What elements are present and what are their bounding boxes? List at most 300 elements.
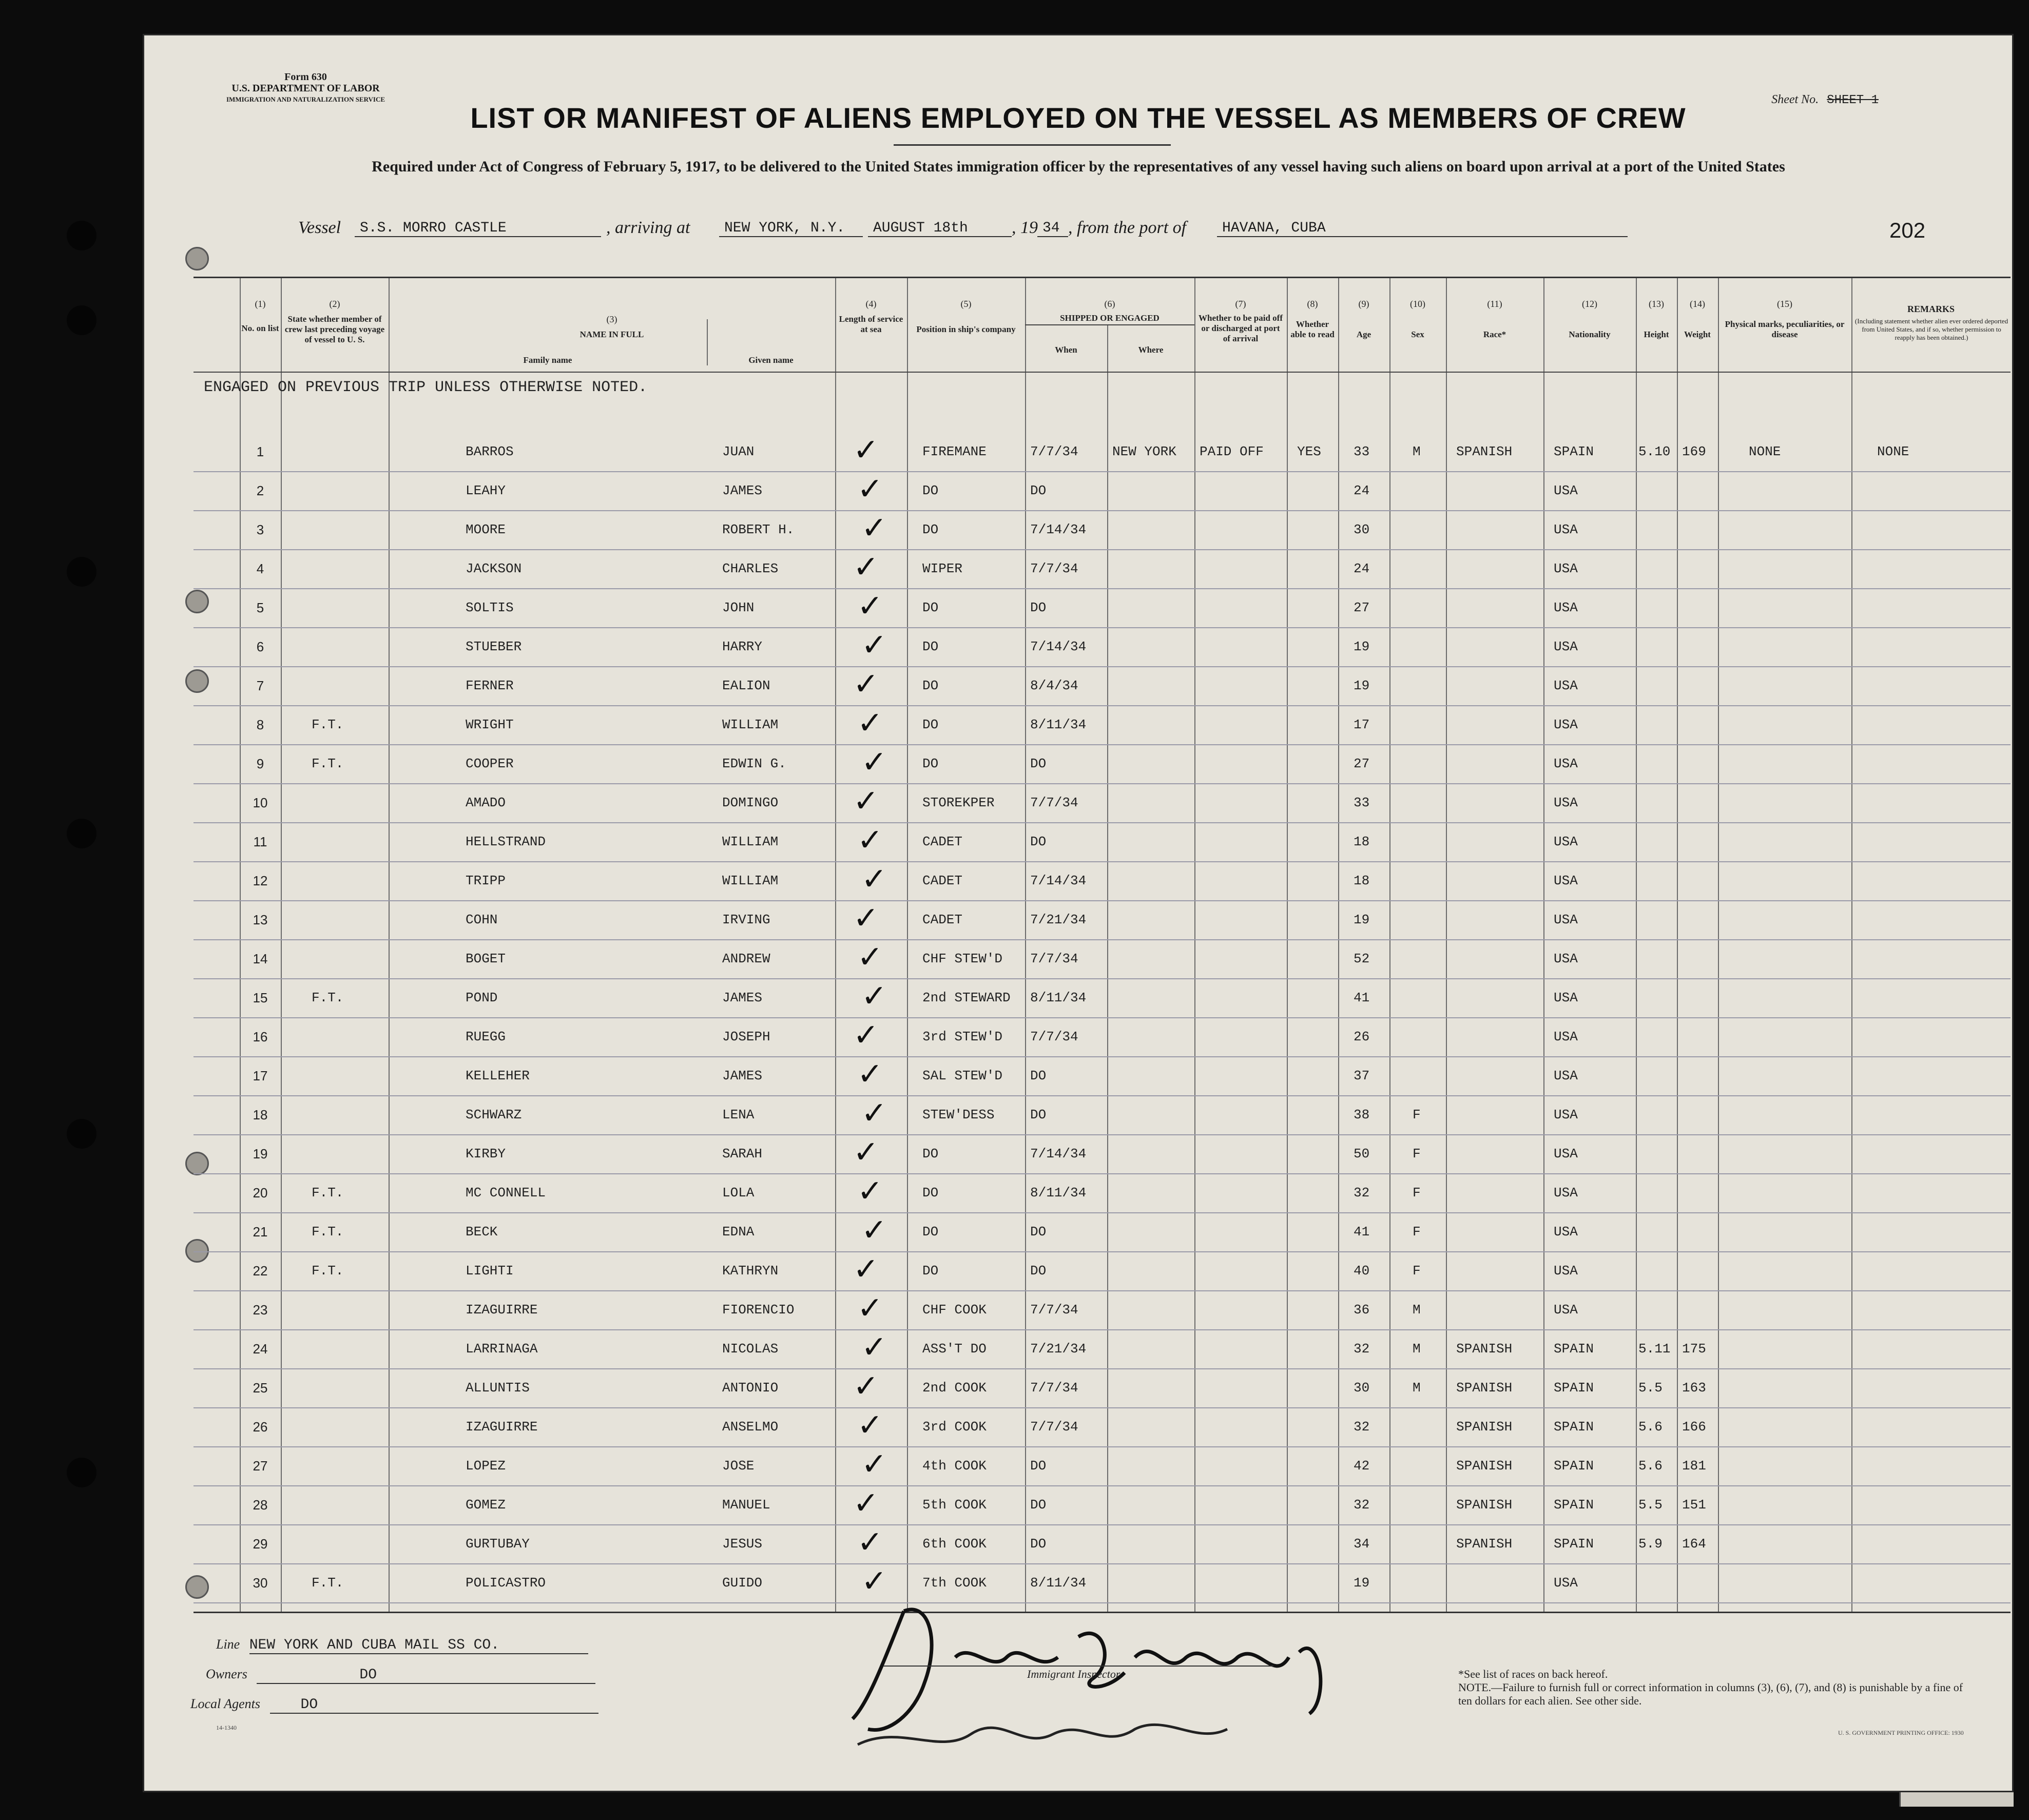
cell-height: 5.5	[1638, 1497, 1663, 1513]
cell-age: 18	[1354, 873, 1370, 888]
header-rule	[194, 372, 2011, 373]
cell-given-name: IRVING	[722, 912, 770, 927]
cell-given-name: JESUS	[722, 1536, 763, 1552]
cell-family-name: TRIPP	[466, 873, 506, 888]
col-header-remarks-note: (Including statement whether alien ever ordered deported from United States, and if so, whether permission to reapply has been obtained.)	[1854, 317, 2008, 341]
cell-position: 7th COOK	[922, 1575, 987, 1591]
row-rule	[194, 1056, 2011, 1057]
cell-position: CADET	[922, 873, 963, 888]
cell-sex: F	[1413, 1146, 1421, 1161]
cell-given-name: DOMINGO	[722, 795, 779, 810]
cell-given-name: LENA	[722, 1107, 755, 1122]
cell-row-number: 8	[256, 717, 264, 732]
cell-weight: 175	[1682, 1341, 1706, 1357]
cell-age: 17	[1354, 717, 1370, 732]
cell-shipped-when: 7/7/34	[1030, 561, 1078, 576]
service-name: IMMIGRATION AND NATURALIZATION SERVICE	[226, 95, 385, 103]
table-row	[194, 510, 2011, 549]
cell-row-number: 4	[256, 561, 264, 576]
row-rule	[194, 822, 2011, 823]
cell-position: 4th COOK	[922, 1458, 987, 1474]
col7-number: (7)	[1235, 299, 1246, 309]
cell-shipped-when: 8/11/34	[1030, 717, 1087, 732]
header-rule	[1025, 324, 1194, 325]
check-mark-icon: ✓	[861, 978, 887, 1014]
binder-hole	[67, 1119, 96, 1149]
printer-imprint: U. S. GOVERNMENT PRINTING OFFICE: 1930	[1838, 1729, 1964, 1736]
cell-race: SPANISH	[1456, 1458, 1513, 1474]
sheet-number-label: Sheet No.	[1771, 93, 1819, 106]
cell-row-number: 7	[256, 678, 264, 693]
row-rule	[194, 783, 2011, 784]
cell-row-number: 2	[256, 483, 264, 498]
cell-family-name: IZAGUIRRE	[466, 1302, 538, 1318]
cell-position: SAL STEW'D	[922, 1068, 1003, 1083]
cell-race: SPANISH	[1456, 1419, 1513, 1435]
cell-age: 27	[1354, 600, 1370, 615]
check-mark-icon: ✓	[857, 939, 883, 975]
check-mark-icon: ✓	[853, 1017, 879, 1053]
cell-row-number: 24	[253, 1341, 268, 1357]
form-identifier	[226, 71, 385, 105]
owners-field	[206, 1667, 595, 1684]
owners-value: DO	[257, 1667, 595, 1684]
col13-number: (13)	[1649, 299, 1664, 309]
cell-age: 19	[1354, 639, 1370, 654]
cell-prior-voyage-state: F.T.	[312, 756, 344, 771]
cell-shipped-when: 7/7/34	[1030, 1380, 1078, 1396]
cell-height: 5.6	[1638, 1458, 1663, 1474]
row-rule	[194, 1017, 2011, 1018]
cell-nationality: USA	[1554, 561, 1578, 576]
cell-nationality: USA	[1554, 522, 1578, 537]
cell-family-name: SOLTIS	[466, 600, 514, 615]
footer-notes	[1458, 1668, 1972, 1708]
check-mark-icon: ✓	[853, 1134, 879, 1170]
row-rule	[194, 1251, 2011, 1252]
row-rule	[194, 744, 2011, 745]
cell-position: 2nd STEWARD	[922, 990, 1011, 1005]
cell-nationality: USA	[1554, 1029, 1578, 1044]
cell-position: WIPER	[922, 561, 963, 576]
vessel-name: S.S. MORRO CASTLE	[355, 220, 601, 237]
binder-hole	[67, 1458, 96, 1487]
cell-position: DO	[922, 1185, 939, 1201]
cell-nationality: USA	[1554, 483, 1578, 498]
cell-family-name: FERNER	[466, 678, 514, 693]
cell-given-name: GUIDO	[722, 1575, 763, 1591]
cell-row-number: 11	[253, 834, 267, 849]
cell-age: 32	[1354, 1497, 1370, 1513]
cell-row-number: 20	[253, 1185, 268, 1201]
cell-given-name: JAMES	[722, 1068, 763, 1083]
table-row	[194, 1524, 2011, 1563]
col-header-service: Length of service at sea	[839, 314, 903, 334]
cell-given-name: JOSE	[722, 1458, 755, 1474]
cell-family-name: ALLUNTIS	[466, 1380, 530, 1396]
cell-age: 41	[1354, 990, 1370, 1005]
check-mark-icon: ✓	[861, 627, 887, 663]
cell-given-name: ANTONIO	[722, 1380, 779, 1396]
cell-given-name: EDNA	[722, 1224, 755, 1240]
arrival-year: 34	[1037, 220, 1068, 237]
manifest-sheet	[143, 34, 2014, 1792]
col8-number: (8)	[1307, 299, 1318, 309]
cell-nationality: USA	[1554, 1302, 1578, 1318]
table-row	[194, 471, 2011, 510]
cell-position: DO	[922, 483, 939, 498]
row-rule	[194, 1212, 2011, 1213]
cell-row-number: 5	[256, 600, 264, 615]
cell-age: 19	[1354, 912, 1370, 927]
table-row	[194, 1134, 2011, 1173]
col-header-race: Race*	[1483, 330, 1506, 339]
cell-position: 3rd STEW'D	[922, 1029, 1003, 1044]
cell-position: CHF COOK	[922, 1302, 987, 1318]
row-rule	[194, 1290, 2011, 1291]
cell-age: 26	[1354, 1029, 1370, 1044]
col-header-given-name: Given name	[748, 355, 794, 365]
cell-sex: F	[1413, 1185, 1421, 1201]
cell-row-number: 16	[253, 1029, 268, 1044]
cell-sex: M	[1413, 1380, 1421, 1396]
row-rule	[194, 1134, 2011, 1135]
check-mark-icon: ✓	[861, 1446, 887, 1482]
arriving-place: NEW YORK, N.Y.	[719, 220, 863, 237]
cell-family-name: IZAGUIRRE	[466, 1419, 538, 1435]
table-row	[194, 666, 2011, 705]
cell-given-name: JOHN	[722, 600, 755, 615]
table-row	[194, 861, 2011, 900]
row-rule	[194, 510, 2011, 511]
cell-prior-voyage-state: F.T.	[312, 717, 344, 732]
cell-age: 33	[1354, 795, 1370, 810]
table-row	[194, 1017, 2011, 1056]
cell-age: 38	[1354, 1107, 1370, 1122]
cell-given-name: NICOLAS	[722, 1341, 779, 1357]
cell-row-number: 15	[253, 990, 268, 1005]
cell-family-name: COOPER	[466, 756, 514, 771]
cell-height: 5.10	[1638, 444, 1671, 459]
table-row	[194, 1290, 2011, 1329]
cell-age: 24	[1354, 561, 1370, 576]
year-label: , 19	[1012, 218, 1038, 237]
row-rule	[194, 939, 2011, 940]
check-mark-icon: ✓	[857, 1524, 883, 1560]
inspector-label: Immigrant Inspector.	[1027, 1668, 1122, 1680]
cell-row-number: 29	[253, 1536, 268, 1552]
col-header-height: Height	[1644, 330, 1669, 339]
cell-race: SPANISH	[1456, 444, 1513, 459]
cell-row-number: 10	[253, 795, 268, 810]
cell-position: DO	[922, 1146, 939, 1161]
cell-given-name: EALION	[722, 678, 770, 693]
cell-age: 19	[1354, 1575, 1370, 1591]
cell-height: 5.5	[1638, 1380, 1663, 1396]
cell-shipped-when: 7/7/34	[1030, 795, 1078, 810]
cell-prior-voyage-state: F.T.	[312, 1263, 344, 1279]
cell-family-name: KELLEHER	[466, 1068, 530, 1083]
cell-position: DO	[922, 1263, 939, 1279]
cell-race: SPANISH	[1456, 1341, 1513, 1357]
cell-position: DO	[922, 1224, 939, 1240]
cell-shipped-when: DO	[1030, 1068, 1047, 1083]
row-rule	[194, 1446, 2011, 1447]
engaged-note: ENGAGED ON PREVIOUS TRIP UNLESS OTHERWISE NOTED.	[204, 379, 648, 396]
cell-prior-voyage-state: F.T.	[312, 990, 344, 1005]
cell-shipped-when: DO	[1030, 1107, 1047, 1122]
cell-position: DO	[922, 522, 939, 537]
table-row	[194, 1095, 2011, 1134]
table-row	[194, 900, 2011, 939]
check-mark-icon: ✓	[861, 1212, 887, 1248]
cell-nationality: USA	[1554, 678, 1578, 693]
cell-prior-voyage-state: F.T.	[312, 1185, 344, 1201]
line-value: NEW YORK AND CUBA MAIL SS CO.	[249, 1637, 588, 1654]
row-rule	[194, 1563, 2011, 1564]
cell-given-name: WILLIAM	[722, 873, 779, 888]
cell-row-number: 12	[253, 873, 268, 888]
cell-nationality: USA	[1554, 1068, 1578, 1083]
check-mark-icon: ✓	[853, 1485, 879, 1521]
cell-given-name: ANDREW	[722, 951, 770, 966]
vessel-label: Vessel	[298, 218, 341, 237]
cell-shipped-when: 7/14/34	[1030, 639, 1087, 654]
cell-family-name: GOMEZ	[466, 1497, 506, 1513]
cell-age: 50	[1354, 1146, 1370, 1161]
check-mark-icon: ✓	[857, 822, 883, 858]
col15-number: (15)	[1777, 299, 1792, 309]
signature-line	[883, 1666, 1273, 1667]
col-header-when: When	[1055, 345, 1077, 355]
cell-shipped-when: 7/7/34	[1030, 1029, 1078, 1044]
cell-age: 40	[1354, 1263, 1370, 1279]
cell-age: 30	[1354, 522, 1370, 537]
cell-shipped-when: 8/4/34	[1030, 678, 1078, 693]
check-mark-icon: ✓	[853, 783, 879, 819]
binder-hole	[67, 305, 96, 335]
row-rule	[194, 471, 2011, 472]
penalty-note: NOTE.—Failure to furnish full or correct information in columns (3), (6), (7), and (8) is punishable by a fine of ten dollars for each alien. See other side.	[1458, 1681, 1963, 1707]
cell-nationality: USA	[1554, 1107, 1578, 1122]
cell-nationality: SPAIN	[1554, 1341, 1594, 1357]
cell-nationality: USA	[1554, 756, 1578, 771]
cell-position: DO	[922, 600, 939, 615]
table-row	[194, 978, 2011, 1017]
form-small-number: 14-1340	[216, 1724, 237, 1731]
cell-weight: 181	[1682, 1458, 1706, 1474]
cell-shipped-when: 7/14/34	[1030, 873, 1087, 888]
from-port: HAVANA, CUBA	[1217, 220, 1628, 237]
cell-row-number: 30	[253, 1575, 268, 1591]
check-mark-icon: ✓	[853, 1251, 879, 1287]
cell-given-name: MANUEL	[722, 1497, 770, 1513]
table-row	[194, 744, 2011, 783]
cell-row-number: 18	[253, 1107, 268, 1122]
cell-family-name: MOORE	[466, 522, 506, 537]
cell-given-name: JOSEPH	[722, 1029, 770, 1044]
check-mark-icon: ✓	[853, 1368, 879, 1404]
col-header-where: Where	[1138, 345, 1164, 355]
check-mark-icon: ✓	[857, 588, 883, 624]
cell-row-number: 3	[256, 522, 264, 537]
table-row	[194, 1251, 2011, 1290]
cell-nationality: SPAIN	[1554, 1536, 1594, 1552]
check-mark-icon: ✓	[857, 1056, 883, 1092]
check-mark-icon: ✓	[853, 666, 879, 702]
table-row	[194, 939, 2011, 978]
row-rule	[194, 1524, 2011, 1525]
cell-height: 5.6	[1638, 1419, 1663, 1435]
check-mark-icon: ✓	[853, 900, 879, 936]
cell-shipped-when: 8/11/34	[1030, 990, 1087, 1005]
cell-shipped-when: DO	[1030, 1536, 1047, 1552]
cell-family-name: LARRINAGA	[466, 1341, 538, 1357]
cell-row-number: 25	[253, 1380, 268, 1396]
cell-age: 27	[1354, 756, 1370, 771]
table-row	[194, 705, 2011, 744]
col-header-nationality: Nationality	[1569, 330, 1611, 339]
line-field	[216, 1637, 588, 1654]
cell-row-number: 17	[253, 1068, 268, 1083]
cell-nationality: USA	[1554, 834, 1578, 849]
cell-family-name: GURTUBAY	[466, 1536, 530, 1552]
table-row	[194, 1173, 2011, 1212]
cell-row-number: 21	[253, 1224, 268, 1240]
cell-family-name: RUEGG	[466, 1029, 506, 1044]
cell-row-number: 27	[253, 1458, 268, 1474]
col1-number: (1)	[255, 299, 266, 309]
local-agents-value: DO	[270, 1697, 598, 1714]
cell-position: 2nd COOK	[922, 1380, 987, 1396]
cell-family-name: POND	[466, 990, 498, 1005]
row-rule	[194, 549, 2011, 550]
cell-position: 3rd COOK	[922, 1419, 987, 1435]
punch-hole	[185, 247, 209, 270]
cell-shipped-when: 7/14/34	[1030, 522, 1087, 537]
cell-age: 19	[1354, 678, 1370, 693]
cell-shipped-when: 7/14/34	[1030, 1146, 1087, 1161]
cell-given-name: JAMES	[722, 483, 763, 498]
col3-number: (3)	[606, 314, 617, 324]
cell-nationality: USA	[1554, 1185, 1578, 1201]
row-rule	[194, 1329, 2011, 1330]
table-row	[194, 1368, 2011, 1407]
col9-number: (9)	[1358, 299, 1369, 309]
cell-given-name: LOLA	[722, 1185, 755, 1201]
row-rule	[194, 978, 2011, 979]
cell-family-name: STUEBER	[466, 639, 522, 654]
cell-given-name: WILLIAM	[722, 717, 779, 732]
cell-race: SPANISH	[1456, 1497, 1513, 1513]
cell-nationality: USA	[1554, 912, 1578, 927]
check-mark-icon: ✓	[857, 1290, 883, 1326]
cell-nationality: USA	[1554, 1146, 1578, 1161]
col14-number: (14)	[1690, 299, 1705, 309]
cell-family-name: BOGET	[466, 951, 506, 966]
crew-table	[194, 277, 2011, 1613]
cell-shipped-when: 7/7/34	[1030, 1302, 1078, 1318]
cell-shipped-when: DO	[1030, 1458, 1047, 1474]
cell-age: 30	[1354, 1380, 1370, 1396]
col-header-name: NAME IN FULL	[579, 330, 644, 339]
table-row	[194, 1212, 2011, 1251]
page-title: LIST OR MANIFEST OF ALIENS EMPLOYED ON THE VESSEL AS MEMBERS OF CREW	[470, 102, 1686, 134]
cell-shipped-when: 8/11/34	[1030, 1575, 1087, 1591]
cell-race: SPANISH	[1456, 1536, 1513, 1552]
col12-number: (12)	[1582, 299, 1597, 309]
owners-label: Owners	[206, 1667, 247, 1681]
cell-sex: F	[1413, 1107, 1421, 1122]
cell-age: 32	[1354, 1419, 1370, 1435]
cell-shipped-when: 8/11/34	[1030, 1185, 1087, 1201]
cell-physical-marks: NONE	[1749, 444, 1781, 459]
col-header-read: Whether able to read	[1290, 319, 1335, 339]
cell-position: ASS'T DO	[922, 1341, 987, 1357]
table-row	[194, 627, 2011, 666]
col2-number: (2)	[329, 299, 340, 309]
check-mark-icon: ✓	[861, 744, 887, 780]
cell-age: 36	[1354, 1302, 1370, 1318]
cell-age: 32	[1354, 1341, 1370, 1357]
cell-height: 5.9	[1638, 1536, 1663, 1552]
cell-given-name: CHARLES	[722, 561, 779, 576]
cell-given-name: KATHRYN	[722, 1263, 779, 1279]
cell-sex: F	[1413, 1263, 1421, 1279]
cell-given-name: EDWIN G.	[722, 756, 786, 771]
cell-nationality: USA	[1554, 795, 1578, 810]
cell-row-number: 22	[253, 1263, 268, 1279]
title-underline	[894, 144, 1171, 146]
cell-nationality: SPAIN	[1554, 1497, 1594, 1513]
cell-shipped-when: DO	[1030, 600, 1047, 615]
cell-nationality: SPAIN	[1554, 1458, 1594, 1474]
row-rule	[194, 1095, 2011, 1096]
cell-nationality: USA	[1554, 1575, 1578, 1591]
cell-position: DO	[922, 639, 939, 654]
cell-nationality: USA	[1554, 639, 1578, 654]
cell-nationality: USA	[1554, 1263, 1578, 1279]
row-rule	[194, 900, 2011, 901]
cell-weight: 166	[1682, 1419, 1706, 1435]
cell-age: 18	[1354, 834, 1370, 849]
cell-family-name: WRIGHT	[466, 717, 514, 732]
cell-age: 24	[1354, 483, 1370, 498]
cell-remarks: NONE	[1877, 444, 1909, 459]
cell-given-name: SARAH	[722, 1146, 763, 1161]
col-header-sex: Sex	[1411, 330, 1424, 339]
cell-shipped-when: 7/21/34	[1030, 1341, 1087, 1357]
subtitle: Required under Act of Congress of February 5, 1917, to be delivered to the United States immigration officer by the representatives of any vessel having such aliens on board upon arrival at a port of the United States	[372, 158, 1785, 175]
cell-nationality: USA	[1554, 990, 1578, 1005]
cell-nationality: SPAIN	[1554, 1380, 1594, 1396]
check-mark-icon: ✓	[857, 1407, 883, 1443]
cell-shipped-when: DO	[1030, 834, 1047, 849]
row-rule	[194, 1407, 2011, 1408]
cell-row-number: 1	[256, 444, 264, 459]
cell-row-number: 23	[253, 1302, 268, 1318]
table-row	[194, 432, 2011, 471]
local-agents-label: Local Agents	[190, 1696, 261, 1711]
cell-position: STOREKPER	[922, 795, 995, 810]
col-header-state: State whether member of crew last preceding voyage of vessel to U. S.	[284, 314, 385, 344]
cell-position: DO	[922, 756, 939, 771]
check-mark-icon: ✓	[861, 1329, 887, 1365]
cell-sex: F	[1413, 1224, 1421, 1240]
cell-weight: 163	[1682, 1380, 1706, 1396]
cell-nationality: USA	[1554, 600, 1578, 615]
cell-given-name: ANSELMO	[722, 1419, 779, 1435]
